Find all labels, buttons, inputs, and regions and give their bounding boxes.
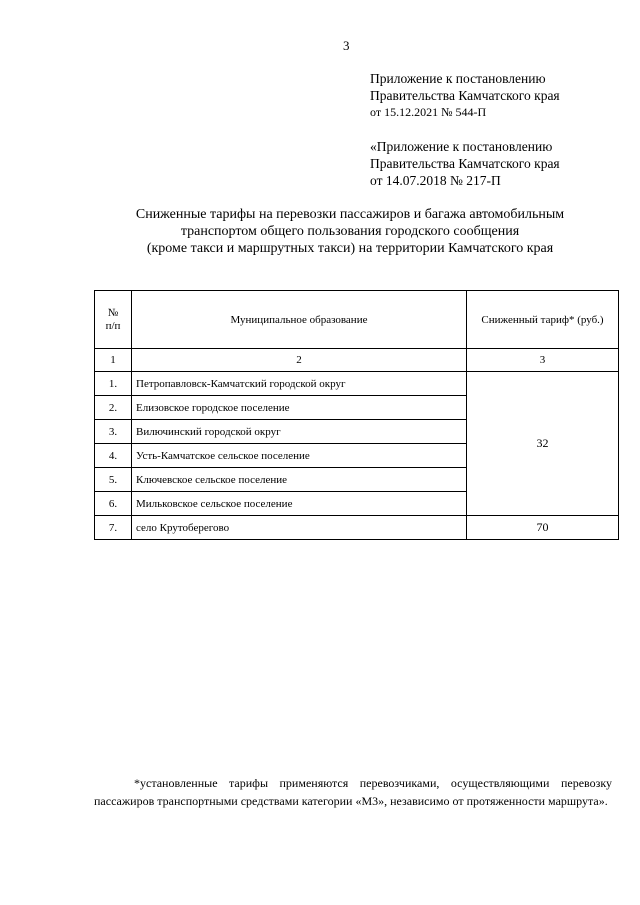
table-header-row <box>95 291 619 349</box>
annex-header-original <box>370 138 560 189</box>
column-numbers-row <box>95 349 619 372</box>
document-title <box>80 206 620 257</box>
title-line2: транспортом общего пользования городского сообщения <box>180 224 520 239</box>
title-line1: Сниженные тарифы на перевозки пассажиров и багажа автомобильным <box>135 207 565 222</box>
tariff-value-rows-1-6: 32 <box>467 372 619 516</box>
header-number-line2: п/п <box>105 319 121 332</box>
column-number: 3 <box>467 349 619 372</box>
annex-current-line2: Правительства Камчатского края <box>370 88 560 103</box>
row-municipality: Ключевское сельское поселение <box>132 468 467 492</box>
row-number: 3. <box>95 420 132 444</box>
annex-current-line3: от 15.12.2021 № 544-П <box>370 105 487 119</box>
header-municipality: Муниципальное образование <box>132 291 467 349</box>
row-number: 5. <box>95 468 132 492</box>
row-number: 7. <box>95 516 132 540</box>
row-number: 4. <box>95 444 132 468</box>
column-number: 2 <box>132 349 467 372</box>
row-municipality: Усть-Камчатское сельское поселение <box>132 444 467 468</box>
row-number: 6. <box>95 492 132 516</box>
row-municipality: село Крутоберегово <box>132 516 467 540</box>
annex-original-line3: от 14.07.2018 № 217-П <box>370 173 501 188</box>
row-municipality: Петропавловск-Камчатский городской округ <box>132 372 467 396</box>
title-line3: (кроме такси и маршрутных такси) на территории Камчатского края <box>146 241 554 256</box>
tariff-table <box>94 290 619 540</box>
page-number: 3 <box>343 38 350 53</box>
row-municipality: Мильковское сельское поселение <box>132 492 467 516</box>
header-number <box>95 291 132 349</box>
row-number: 2. <box>95 396 132 420</box>
table-row <box>95 372 619 396</box>
row-municipality: Вилючинский городской округ <box>132 420 467 444</box>
header-number-line1: № <box>107 306 119 319</box>
column-number: 1 <box>95 349 132 372</box>
annex-header-current <box>370 70 560 121</box>
annex-original-line2: Правительства Камчатского края <box>370 156 560 171</box>
header-tariff: Сниженный тариф* (руб.) <box>467 291 619 349</box>
annex-current-line1: Приложение к постановлению <box>370 71 546 86</box>
row-municipality: Елизовское городское поселение <box>132 396 467 420</box>
annex-original-line1: «Приложение к постановлению <box>370 139 553 154</box>
footnote: *установленные тарифы применяются перевозчиками, осуществляющими перевозку пассажиров транспортными средствами категории «М3», независимо от протяженности маршрута». <box>94 776 612 808</box>
row-number: 1. <box>95 372 132 396</box>
tariff-value-row-7: 70 <box>467 516 619 540</box>
table-row <box>95 516 619 540</box>
